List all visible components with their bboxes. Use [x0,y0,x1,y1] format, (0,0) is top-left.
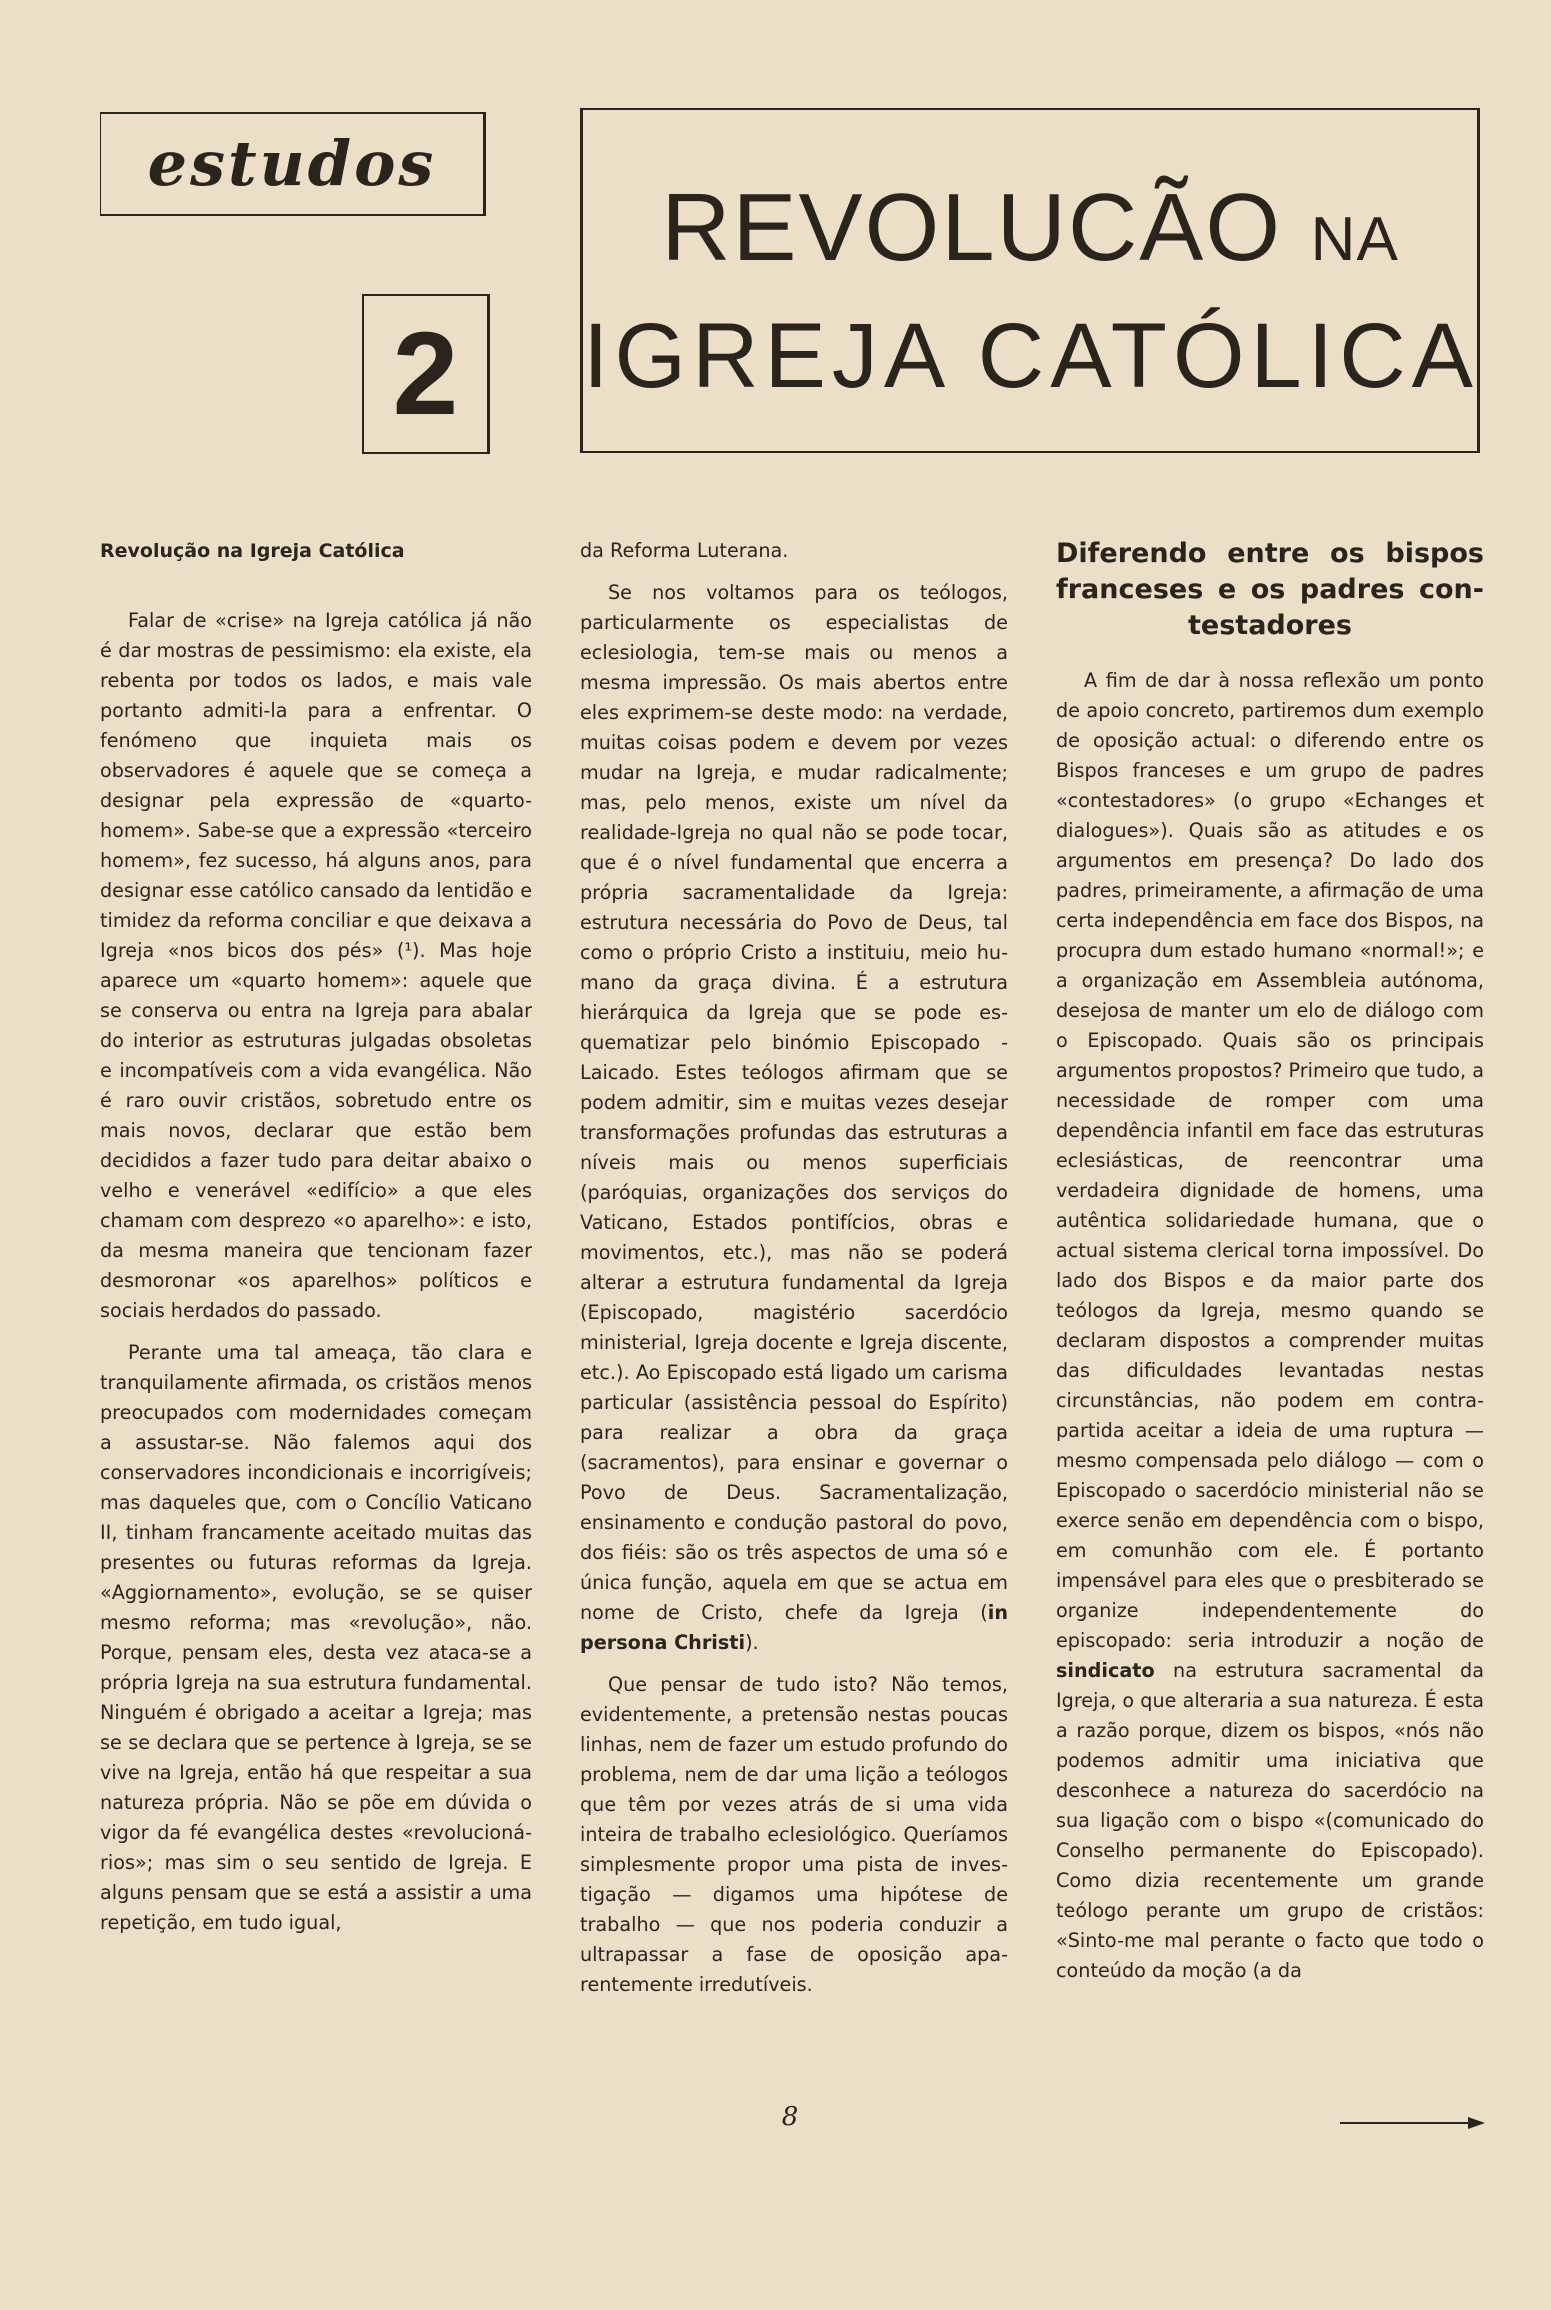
text-column-2 [580,536,1008,2012]
page-number: 8 [781,2102,799,2132]
article-title-line-2: IGREJA CATÓLICA [583,305,1480,407]
paragraph: Falar de «crise» na Igreja católica já não é dar mostras de pessimismo: ela existe, ela rebenta por todos os lados, e mais vale portanto admiti-la para a enfrentar. O fenómeno que inquieta mais os observadores é aquele que se começa a designar pela expressão de «quarto-homem». Sabe-se que a expressão «terceiro homem», fez sucesso, há alguns anos, para designar esse católico cansado da lentidão e timidez da reforma conciliar e que deixava a Igreja «nos bicos dos pés» (¹). Mas hoje aparece um «quarto homem»: aquele que se conserva ou entra na Igreja para abalar do interior as estruturas julgadas obsoletas e incompatíveis com a vida evangélica. Não é raro ouvir cristãos, sobretudo entre os mais novos, declarar que estão bem decididos a fazer tudo para deitar abaixo o velho e venerável «edifício» a que eles chamam com desprezo «o aparelho»: e isto, da mesma maneira que tencionam fazer desmoronar «os aparelhos» políticos e sociais herdados do passado. [100,609,532,1322]
text-column-3 [1056,536,1484,1998]
paragraph: Perante uma tal ameaça, tão clara e tranquilamente afirmada, os cristãos menos preocupados com modernidades começam a assustar-se. Não falemos aqui dos conservadores incondicionais e incorrigíveis; mas daqueles que, com o Concílio Vaticano II, tinham francamente aceitado muitas das presentes ou futuras reformas da Igreja. «Aggiornamento», evolução, se se quiser mesmo reforma; mas «revolução», não. Porque, pensam eles, desta vez ataca-se a própria Igreja na sua estrutura fundamental. Ninguém é obrigado a aceitar a Igreja; mas se se declara que se pertence à Igreja, se se vive na Igreja, então há que respeitar a sua natureza própria. Não se põe em dúvida o vigor da fé evangélica destes «revolucionários»; mas sim o seu sentido de Igreja. E alguns pensam que se está a assistir a uma repetição, em tudo igual, [100,1341,532,1934]
section-number: 2 [392,308,459,440]
paragraph-text: na estrutura sacramental da Igreja, o que alteraria a sua natureza. É esta a razão porque, dizem os bispos, «nós não podemos admitir uma iniciativa que desconhece a natureza do sacerdócio na sua ligação com o bispo «(comunicado do Conselho permanente do Episcopado). Como dizia recentemente um grande teólogo perante um grupo de cristãos: «Sinto-me mal perante o facto que todo o conteúdo da moção (a da [1056,1659,1484,1982]
right-arrow-icon [1340,2113,1485,2133]
article-title-line-1 [583,174,1477,281]
section-label: estudos [147,127,437,200]
paragraph [580,578,1008,1658]
text-column-1 [100,536,532,1950]
paragraph-text: Se nos voltamos para os teólogos, particularmente os especialistas de eclesiologia, tem-se mais ou menos a mesma impressão. Os mais abertos entre eles exprimem-se deste modo: na verdade, muitas coisas podem e devem por vezes mudar na Igreja, e mudar radicalmente; mas, pelo menos, existe um nível da realidade-Igreja no qual não se pode tocar, que é o nível fundamental que encerra a própria sacramentalidade da Igreja: estrutura necessária do Povo de Deus, tal como o próprio Cristo a instituiu, meio humano da graça divina. É a estrutura hierárquica da Igreja que se pode esquematizar pelo binómio Episcopado - Laicado. Estes teólogos afirmam que se podem admitir, sim e muitas vezes desejar transformações profundas das estruturas a níveis mais ou menos superficiais (paróquias, organizações dos serviços do Vaticano, Estados pontifícios, obras e movimentos, etc.), mas não se poderá alterar a estrutura fundamental da Igreja (Episcopado, magistério sacerdócio ministerial, Igreja docente e Igreja discente, etc.). Ao Episcopado está ligado um carisma particular (assistência pessoal do Espírito) para realizar a obra da graça (sacramentos), para ensinar e governar o Povo de Deus. Sacramentalização, ensinamento e condução pastoral do povo, dos fiéis: são os três aspectos de uma só e única função, aquela em que se actua em nome de Cristo, chefe da Igreja ( [580,581,1008,1624]
paragraph [1056,666,1484,1986]
article-title-suffix: NA [1310,205,1399,274]
paragraph-text: ). [745,1631,759,1654]
section-label-box [100,112,486,216]
paragraph: da Reforma Luterana. [580,539,789,562]
section-number-box [362,294,490,454]
article-title-box [580,108,1480,453]
paragraph: Que pensar de tudo isto? Não temos, evidentemente, a pretensão nestas poucas linhas, nem de fazer um estudo profundo do problema, nem de dar uma lição a teólogos que têm por vezes atrás de si uma vida inteira de trabalho eclesiológico. Queríamos simplesmente propor uma pista de investigação — digamos uma hipótese de trabalho — que nos poderia conduzir a ultrapassar a fase de oposição aparentemente irredutíveis. [580,1673,1008,1996]
column-subheading: Revolução na Igreja Católica [100,540,405,562]
paragraph-text: A fim de dar à nossa reflexão um ponto de apoio concreto, partiremos dum exemplo de oposição actual: o diferendo entre os Bispos franceses e um grupo de padres «contestadores» (o grupo «Echanges et dialogues»). Quais são as atitudes e os argumentos em presença? Do lado dos padres, primeiramente, a afirmação de uma certa independência em face dos Bispos, na procupra dum estado humano «normal!»; e a organização em Assembleia autónoma, desejosa de manter um elo de diálogo com o Episcopado. Quais são os principais argumentos propostos? Primeiro que tudo, a necessidade de romper com uma dependência infantil em face das estruturas eclesiásticas, de reencontrar uma verdadeira dignidade de homens, uma autêntica solidariedade humana, que o actual sistema clerical torna impossível. Do lado dos Bispos e da maior parte dos teólogos da Igreja, mesmo quando se declaram dispostos a comprender muitas das dificuldades levantadas nestas circunstâncias, não podem em contrapartida aceitar a ideia de uma ruptura — mesmo compensada pelo diálogo — com o Episcopado o sacerdócio ministerial não se exerce senão em dependência com o bispo, em comunhão com ele. É portanto impensável para eles que o presbiterado se organize independentemente do episcopado: seria introduzir a noção de [1056,669,1484,1652]
latin-phrase: in persona Christi [580,1601,1008,1654]
bold-term: sindicato [1056,1659,1155,1682]
article-title-main: REVOLUCÃO [661,174,1282,281]
section-heading: Diferendo entre os bispos franceses e os padres contestadores [1056,538,1484,641]
